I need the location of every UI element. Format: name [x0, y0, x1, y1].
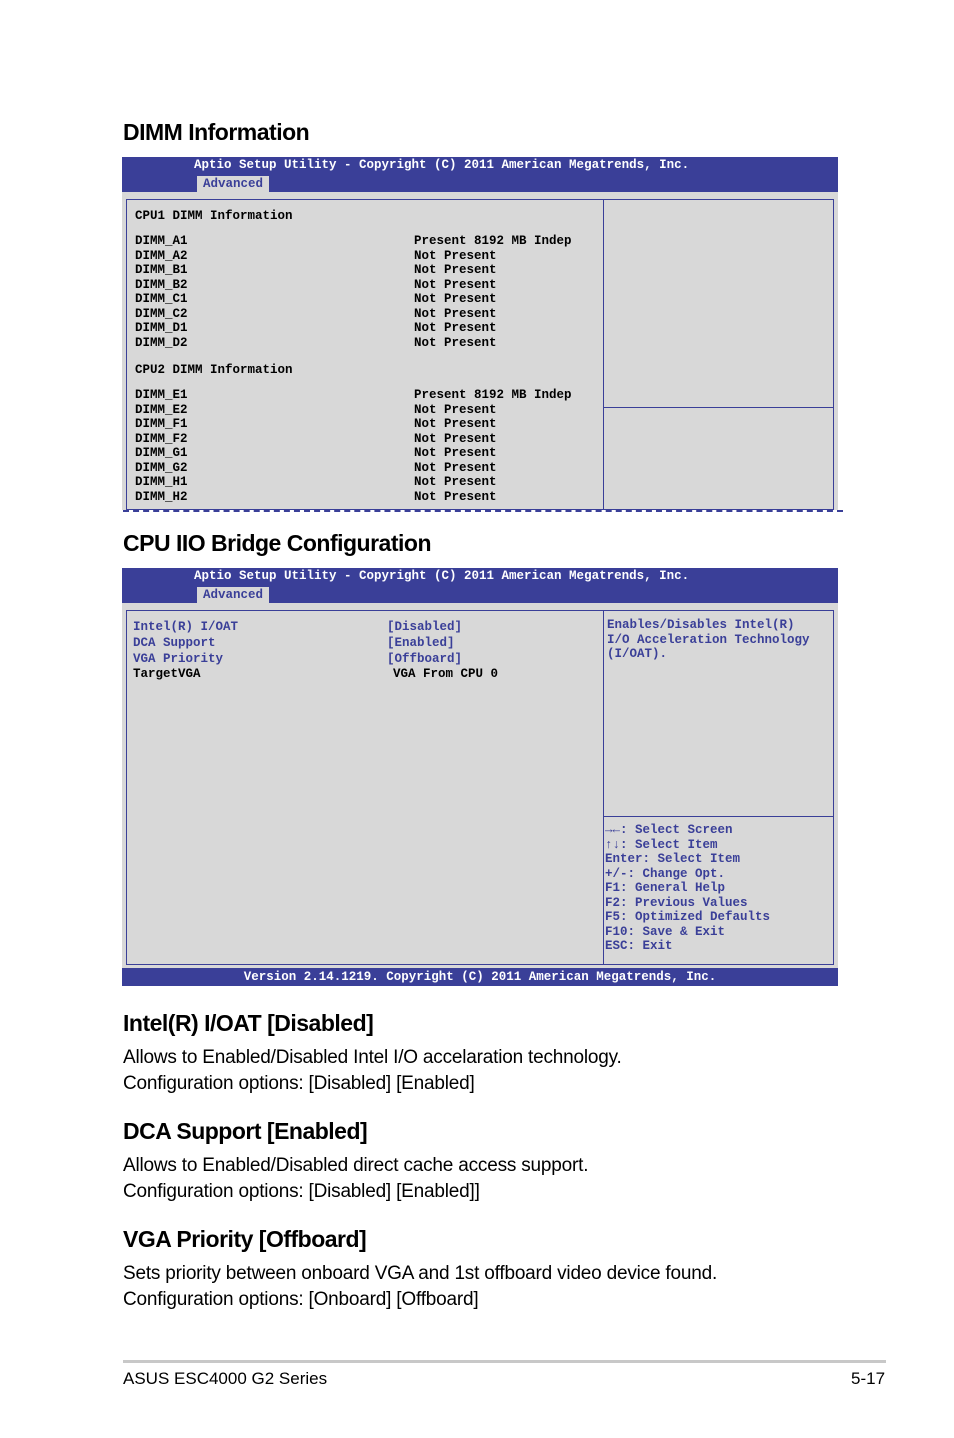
dimm-help-panel — [603, 199, 834, 510]
dimm-slot-status: Not Present — [414, 335, 497, 350]
dimm-slot-label: DIMM_C1 — [135, 292, 188, 306]
setting-item-label[interactable]: Intel(R) I/OAT — [133, 620, 239, 634]
dimm-slot-status: Not Present — [414, 460, 497, 475]
desc-ioat-options: Configuration options: [Disabled] [Enabled] — [123, 1073, 475, 1094]
dimm-slot-status: Not Present — [414, 446, 497, 460]
dimm-slot-status: Not Present — [414, 248, 497, 263]
help-line: Enables/Disables Intel(R) — [607, 618, 795, 632]
dimm-slot-label: DIMM_E2 — [135, 402, 188, 417]
key-legend-item: F5: Optimized Defaults — [605, 910, 771, 924]
dimm-slot-label: DIMM_F2 — [135, 431, 188, 446]
dimm-slot-status: Not Present — [414, 321, 497, 335]
dimm-slot-status: Not Present — [414, 489, 497, 504]
dimm-slot-label: DIMM_H2 — [135, 489, 188, 504]
setting-item-value[interactable]: [Offboard] — [387, 652, 463, 666]
dimm-slot-label: DIMM_A2 — [135, 248, 188, 263]
dimm-slot-status: Not Present — [414, 402, 497, 417]
dimm-slot-label: DIMM_D1 — [135, 321, 188, 335]
setting-item-label[interactable]: DCA Support — [133, 636, 216, 650]
setting-item-value[interactable]: [Disabled] — [387, 620, 463, 634]
dimm-slot-status: Not Present — [414, 431, 497, 446]
footer-rule — [123, 1360, 886, 1363]
heading-vga: VGA Priority [Offboard] — [123, 1226, 367, 1252]
key-legend-item: →←: Select Screen — [605, 823, 733, 837]
dimm-slot-label: DIMM_G1 — [135, 446, 188, 460]
key-legend-item: ↑↓: Select Item — [605, 837, 718, 852]
dimm-slot-status: Not Present — [414, 277, 497, 292]
key-legend-item: F2: Previous Values — [605, 895, 748, 910]
footer-product: ASUS ESC4000 G2 Series — [123, 1369, 328, 1388]
bios-version-bar: Version 2.14.1219. Copyright (C) 2011 American Megatrends, Inc. — [122, 968, 838, 986]
dimm-slot-status: Not Present — [414, 263, 497, 277]
setting-item-label[interactable]: VGA Priority — [133, 652, 224, 666]
key-legend-item: +/-: Change Opt. — [605, 866, 726, 881]
bios-title: Aptio Setup Utility - Copyright (C) 2011 American Megatrends, Inc. — [194, 569, 690, 583]
dimm-slot-status: Not Present — [414, 292, 497, 306]
dimm-slot-label: DIMM_H1 — [135, 475, 188, 489]
dimm-slot-label: DIMM_B2 — [135, 277, 188, 292]
target-vga-value: VGA From CPU 0 — [393, 667, 499, 681]
cpu2-dimm-header: CPU2 DIMM Information — [135, 363, 293, 377]
target-vga-label: TargetVGA — [133, 667, 201, 681]
cut-off-dashes — [123, 510, 843, 512]
dimm-slot-label: DIMM_G2 — [135, 460, 188, 475]
bios-screen-dimm — [122, 157, 838, 510]
desc-vga — [123, 1261, 883, 1313]
bios-title: Aptio Setup Utility - Copyright (C) 2011 American Megatrends, Inc. — [194, 158, 690, 172]
cpu1-dimm-header: CPU1 DIMM Information — [135, 209, 293, 223]
heading-ioat: Intel(R) I/OAT [Disabled] — [123, 1010, 374, 1036]
key-legend-item: F1: General Help — [605, 881, 726, 895]
help-panel-divider — [604, 407, 833, 408]
bios-screen-iio — [122, 568, 838, 986]
dimm-slot-status: Not Present — [414, 306, 497, 321]
help-panel-divider — [604, 816, 833, 817]
key-legend-item: F10: Save & Exit — [605, 924, 726, 939]
desc-ioat-line: Allows to Enabled/Disabled Intel I/O accelaration technology. — [123, 1047, 622, 1068]
dimm-slot-status: Not Present — [414, 417, 497, 431]
dimm-slot-label: DIMM_B1 — [135, 263, 188, 277]
dimm-slot-label: DIMM_E1 — [135, 388, 188, 402]
section-title-iio: CPU IIO Bridge Configuration — [123, 530, 431, 556]
dimm-slot-label: DIMM_C2 — [135, 306, 188, 321]
desc-vga-options: Configuration options: [Onboard] [Offboard] — [123, 1289, 479, 1310]
help-line: I/O Acceleration Technology — [607, 632, 810, 647]
help-line: (I/OAT). — [607, 647, 668, 661]
desc-dca-options: Configuration options: [Disabled] [Enabled]] — [123, 1181, 480, 1202]
tab-advanced[interactable]: Advanced — [197, 176, 269, 192]
desc-ioat — [123, 1045, 883, 1097]
key-legend-item: ESC: Exit — [605, 939, 673, 953]
tab-advanced[interactable]: Advanced — [197, 587, 269, 603]
desc-dca — [123, 1153, 883, 1205]
desc-vga-line: Sets priority between onboard VGA and 1st offboard video device found. — [123, 1263, 718, 1284]
dimm-slot-label: DIMM_F1 — [135, 417, 188, 431]
dimm-slot-label: DIMM_D2 — [135, 335, 188, 350]
dimm-slot-status: Present 8192 MB Indep — [414, 234, 572, 248]
page-number: 5-17 — [851, 1369, 886, 1388]
desc-dca-line: Allows to Enabled/Disabled direct cache access support. — [123, 1155, 589, 1176]
section-title-dimm: DIMM Information — [123, 119, 310, 145]
dimm-slot-label: DIMM_A1 — [135, 234, 188, 248]
heading-dca: DCA Support [Enabled] — [123, 1118, 368, 1144]
dimm-slot-status: Present 8192 MB Indep — [414, 388, 572, 402]
dimm-slot-status: Not Present — [414, 475, 497, 489]
setting-item-value[interactable]: [Enabled] — [387, 636, 455, 650]
bios-title-bar — [122, 568, 838, 603]
bios-title-bar — [122, 157, 838, 192]
key-legend-item: Enter: Select Item — [605, 852, 741, 866]
